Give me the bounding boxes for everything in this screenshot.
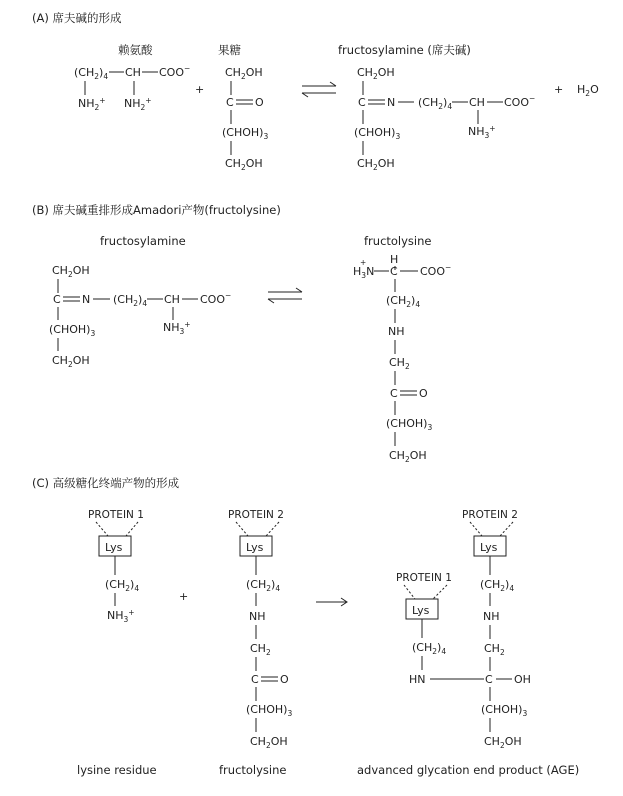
lysine-ch2-group: $(CH_2)_4$ (74, 66, 109, 81)
c2-ch2oh: $CH_2OH$ (250, 735, 288, 750)
b2-ch2: $CH_2$ (389, 356, 410, 371)
b2-nh: NH (388, 325, 405, 338)
lysine-coo: COO− (159, 64, 191, 79)
plus-sign-c: + (179, 590, 189, 603)
caption-fructolysine: fructolysine (219, 763, 287, 777)
b2-ch2oh-bottom: $CH_2OH$ (389, 449, 427, 464)
fructose-ch2oh-top: $CH_2OH$ (225, 66, 263, 81)
b2-carbonyl-c: C (390, 387, 398, 400)
c2-choh-chain: $(CHOH)_3$ (246, 703, 293, 718)
fructosylamine-title: fructosylamine (席夫碱) (338, 43, 471, 57)
b-n: N (82, 293, 91, 306)
age-lys-label-1: Lys (412, 604, 430, 617)
b2-c: C (390, 265, 398, 278)
b2-ch2-chain: $(CH_2)_4$ (386, 294, 421, 309)
b-c: C (53, 293, 61, 306)
lysine-residue-molecule (88, 509, 144, 624)
age-lys-label-2: Lys (480, 541, 498, 554)
product-ch2oh-bottom: $CH_2OH$ (357, 157, 395, 172)
product-nh3: $NH_3^+$ (468, 124, 496, 140)
b-ch2oh-bottom: $CH_2OH$ (52, 354, 90, 369)
age-choh-chain: $(CHOH)_3$ (481, 703, 528, 718)
lysine-title: 赖氨酸 (118, 43, 153, 57)
b-ch2oh-top: $CH_2OH$ (52, 264, 90, 279)
water-molecule: $H_2O$ (577, 83, 599, 98)
fructosylamine-molecule-b (49, 264, 231, 369)
c2-lys-label: Lys (246, 541, 264, 554)
lysine-epsilon-nh2: $NH_2^+$ (78, 96, 106, 112)
plus-sign-a2: + (554, 83, 564, 96)
fructosylamine-title-b: fructosylamine (100, 234, 186, 248)
section-b-heading: (B) 席夫碱重排形成Amadori产物(fructolysine) (32, 203, 281, 217)
c2-carbonyl-o: O (280, 673, 289, 686)
b-alpha-ch: CH (164, 293, 180, 306)
lysine-alpha-nh2: $NH_2^+$ (124, 96, 152, 112)
lysine-alpha-ch: CH (125, 66, 141, 79)
product-n: N (387, 96, 396, 109)
age-protein2-label: PROTEIN 2 (462, 509, 518, 521)
lysine-molecule (74, 64, 190, 112)
fructose-molecule (222, 66, 268, 172)
b-choh-chain: $(CHOH)_3$ (49, 323, 96, 338)
section-a-heading: (A) 席夫碱的形成 (32, 11, 122, 25)
b2-choh-chain: $(CHOH)_3$ (386, 417, 433, 432)
caption-age: advanced glycation end product (AGE) (357, 763, 580, 777)
age-central-c: C (485, 673, 493, 686)
c1-lys-label: Lys (105, 541, 123, 554)
product-ch2-chain: $(CH_2)_4$ (418, 96, 453, 111)
c1-ch2-chain: $(CH_2)_4$ (105, 578, 140, 593)
b2-carbonyl-o: O (419, 387, 428, 400)
fructolysine-molecule-c (228, 509, 292, 750)
age-ch2-chain-2: $(CH_2)_4$ (480, 578, 515, 593)
b2-h: H (390, 253, 399, 266)
fructose-choh-chain: $(CHOH)_3$ (222, 126, 269, 141)
age-ch2: $CH_2$ (484, 642, 505, 657)
caption-lysine-residue: lysine residue (77, 763, 157, 777)
product-alpha-ch: CH (469, 96, 485, 109)
reaction-arrow-c (316, 598, 347, 606)
product-ch2oh-top: $CH_2OH$ (357, 66, 395, 81)
c1-protein1-label: PROTEIN 1 (88, 509, 144, 521)
plus-sign-a1: + (195, 83, 205, 96)
fructose-title: 果糖 (218, 43, 241, 57)
age-nh: NH (483, 610, 500, 623)
fructolysine-molecule-b (353, 253, 451, 464)
age-protein1-label: PROTEIN 1 (396, 572, 452, 584)
c2-carbonyl-c: C (251, 673, 259, 686)
c2-nh: NH (249, 610, 266, 623)
age-oh: OH (514, 673, 531, 686)
c2-protein2-label: PROTEIN 2 (228, 509, 284, 521)
c2-ch2-chain: $(CH_2)_4$ (246, 578, 281, 593)
c1-nh3: $NH_3^+$ (107, 608, 135, 624)
b-coo: COO− (200, 291, 232, 306)
age-product-molecule (396, 509, 531, 750)
age-hn: HN (409, 673, 426, 686)
product-c: C (358, 96, 366, 109)
product-choh-chain: $(CHOH)_3$ (354, 126, 401, 141)
fructose-carbonyl-c: C (226, 96, 234, 109)
age-ch2-chain-1: $(CH_2)_4$ (412, 641, 447, 656)
age-ch2oh: $CH_2OH$ (484, 735, 522, 750)
b-ch2-chain: $(CH_2)_4$ (113, 293, 148, 308)
c2-ch2: $CH_2$ (250, 642, 271, 657)
product-coo: COO− (504, 94, 536, 109)
equilibrium-arrow-b (268, 288, 302, 303)
fructolysine-title-b: fructolysine (364, 234, 432, 248)
section-c-heading: (C) 高级糖化终端产物的形成 (32, 476, 180, 490)
equilibrium-arrow-a (302, 82, 336, 97)
b2-h3n: $H_3N$ (353, 265, 375, 280)
b2-coo: COO− (420, 263, 452, 278)
fructose-ch2oh-bottom: $CH_2OH$ (225, 157, 263, 172)
b2-charge: + (360, 258, 367, 267)
fructosylamine-molecule-a (354, 66, 535, 172)
b-nh3: $NH_3^+$ (163, 320, 191, 336)
fructose-carbonyl-o: O (255, 96, 264, 109)
